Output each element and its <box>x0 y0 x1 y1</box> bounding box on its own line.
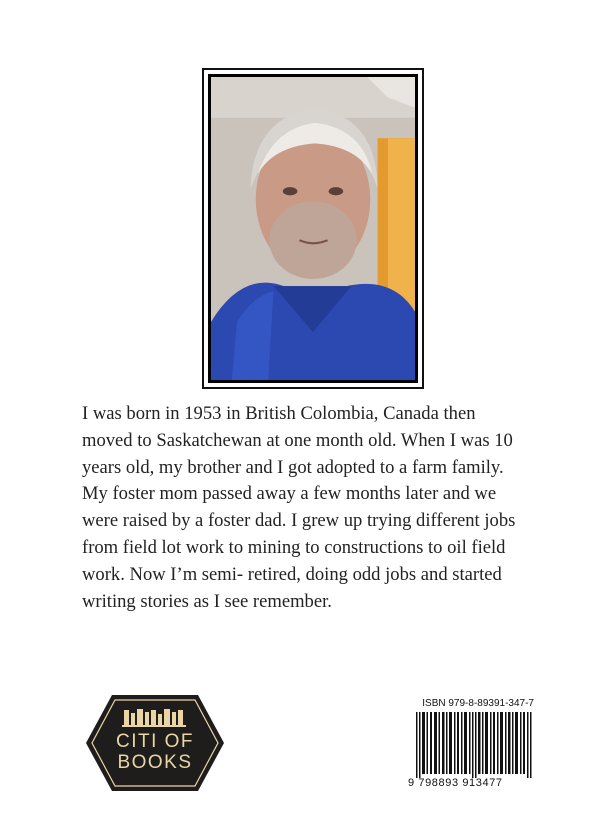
barcode-icon <box>416 712 533 778</box>
author-portrait-image <box>211 77 415 380</box>
bio-line: years old, my brother and I got adopted to a farm family. <box>82 456 504 478</box>
publisher-name-line1: CITI OF <box>115 731 195 752</box>
publisher-logo <box>84 693 226 793</box>
barcode-digits: 9 798893 913477 <box>408 777 503 789</box>
bio-line: I was born in 1953 in British Colombia, Canada then <box>82 403 476 424</box>
isbn-label: ISBN 979-8-89391-347-7 <box>422 698 534 709</box>
barcode <box>416 712 533 778</box>
isbn-barcode-block <box>408 698 536 792</box>
bio-line: moved to Saskatchewan at one month old. When I was 10 <box>82 429 513 451</box>
bio-line: work. Now I’m semi- retired, doing odd jobs and started <box>82 563 502 585</box>
bio-line: My foster mom passed away a few months later and we <box>82 483 497 505</box>
publisher-name-line2: BOOKS <box>117 752 193 773</box>
author-photo <box>211 77 415 380</box>
bio-line: from field lot work to mining to constructions to oil field <box>82 536 506 558</box>
author-photo-frame <box>202 68 424 389</box>
bio-line: were raised by a foster dad. I grew up trying different jobs <box>82 510 516 532</box>
author-biography <box>82 401 552 615</box>
bio-line: writing stories as I see remember. <box>82 590 332 612</box>
